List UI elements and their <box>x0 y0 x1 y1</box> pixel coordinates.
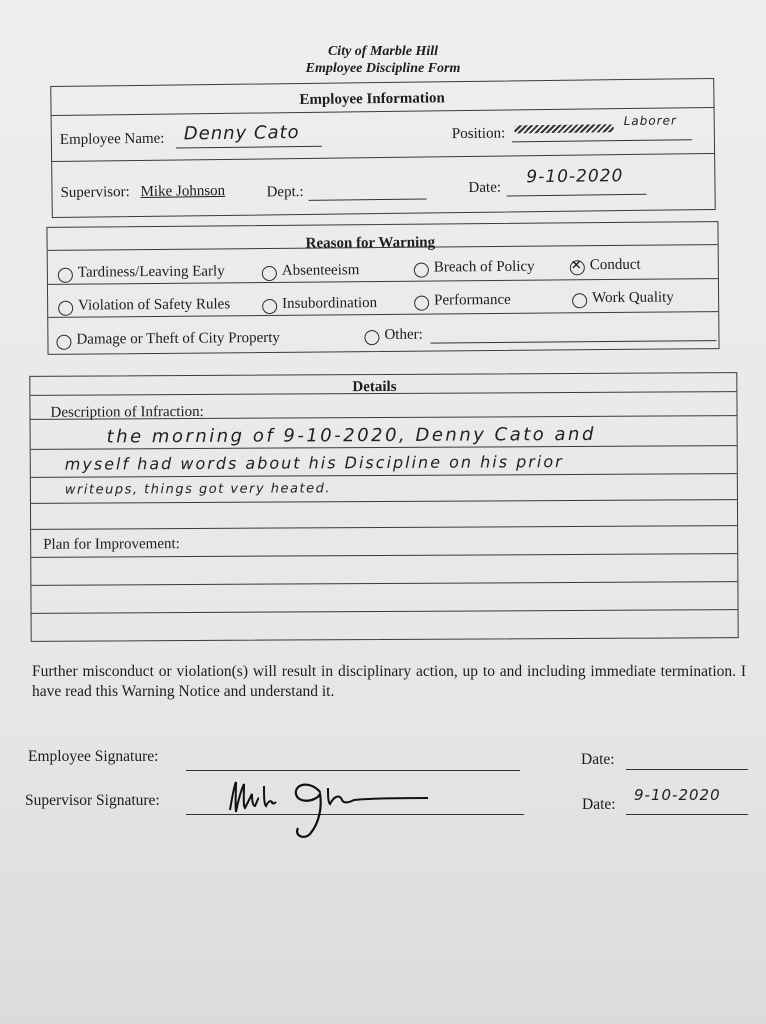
details-heading: Details <box>352 378 397 396</box>
option-insubordination-label: Insubordination <box>282 295 378 312</box>
radio-other[interactable] <box>364 330 379 345</box>
employee-signature-label: Employee Signature: <box>28 748 159 765</box>
option-safety-label: Violation of Safety Rules <box>78 296 231 314</box>
plan-label: Plan for Improvement: <box>43 536 180 553</box>
description-line-1[interactable]: the morning of 9-10-2020, Denny Cato and <box>106 423 596 448</box>
scribble-mark <box>514 124 614 133</box>
supervisor-signature-label: Supervisor Signature: <box>25 792 160 809</box>
reason-heading: Reason for Warning <box>305 234 436 252</box>
description-line-2[interactable]: myself had words about his Discipline on his prior <box>64 452 564 474</box>
warning-notice: Further misconduct or violation(s) will result in disciplinary action, up to and including immediate termination. I have read this Warning Notice and understand it. <box>32 663 746 700</box>
employee-info-heading: Employee Information <box>299 90 445 109</box>
city-title: City of Marble Hill <box>327 44 439 59</box>
option-conduct-label: Conduct <box>589 256 641 274</box>
supervisor-date-value[interactable]: 9-10-2020 <box>634 786 721 804</box>
radio-damage-theft[interactable] <box>56 335 71 350</box>
supervisor-value[interactable]: Mike Johnson <box>140 182 226 200</box>
radio-safety-rules[interactable] <box>58 301 73 316</box>
radio-performance[interactable] <box>414 296 429 311</box>
position-value[interactable]: Laborer <box>623 113 678 129</box>
employee-name-label: Employee Name: <box>59 130 165 148</box>
radio-tardiness[interactable] <box>58 268 73 283</box>
radio-absenteeism[interactable] <box>262 266 277 281</box>
reason-section <box>46 221 719 355</box>
radio-insubordination[interactable] <box>262 299 277 314</box>
radio-breach-of-policy[interactable] <box>414 263 429 278</box>
option-other-label: Other: <box>384 326 423 343</box>
option-absenteeism-label: Absenteeism <box>281 262 360 279</box>
option-performance-label: Performance <box>434 291 511 309</box>
option-damage-label: Damage or Theft of City Property <box>76 329 280 348</box>
supervisor-label: Supervisor: <box>60 184 130 201</box>
description-line-3[interactable]: writeups, things got very heated. <box>64 481 331 498</box>
employee-info-section <box>50 78 716 218</box>
details-section <box>29 372 738 642</box>
employee-date-label: Date: <box>581 751 615 768</box>
option-work-quality-label: Work Quality <box>592 289 674 307</box>
supervisor-date-label: Date: <box>582 796 616 813</box>
option-tardiness-label: Tardiness/Leaving Early <box>77 263 225 281</box>
supervisor-signature[interactable] <box>224 772 436 842</box>
position-label: Position: <box>451 125 506 143</box>
employee-name-value[interactable]: Denny Cato <box>183 122 300 145</box>
employee-signature-line[interactable] <box>186 770 520 771</box>
date-label: Date: <box>468 179 502 196</box>
radio-work-quality[interactable] <box>572 293 587 308</box>
option-breach-label: Breach of Policy <box>433 258 535 276</box>
radio-conduct[interactable] <box>570 260 585 275</box>
description-label: Description of Infraction: <box>50 403 204 421</box>
form-title: Employee Discipline Form <box>305 61 461 76</box>
dept-label: Dept.: <box>266 183 304 201</box>
employee-date-line[interactable] <box>626 769 748 770</box>
date-value[interactable]: 9-10-2020 <box>526 166 624 188</box>
